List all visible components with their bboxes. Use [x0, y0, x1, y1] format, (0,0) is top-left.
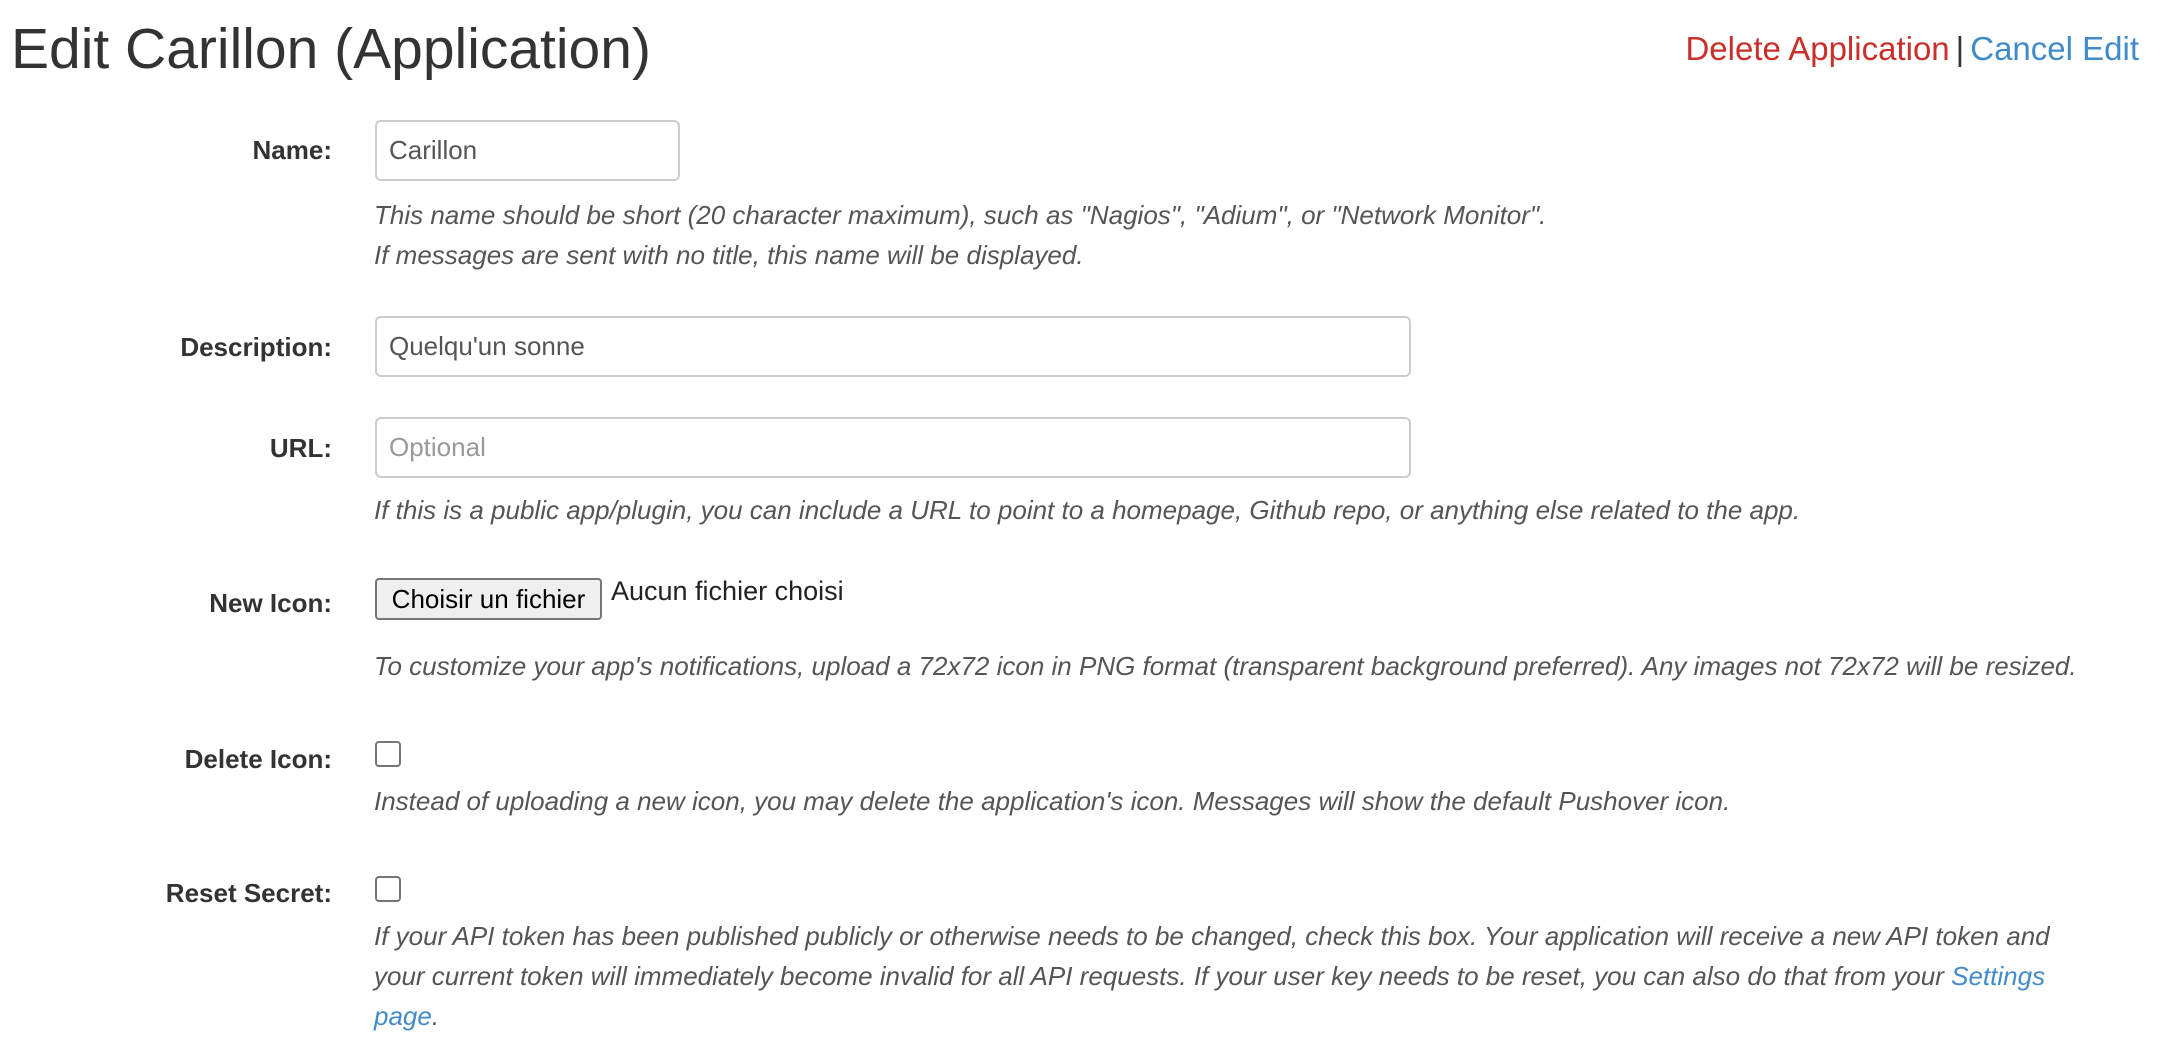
description-input[interactable]: [375, 316, 1411, 377]
name-help-line1: This name should be short (20 character maximum), such as "Nagios", "Adium", or "Network Monitor".: [374, 200, 1547, 230]
url-label: URL:: [269, 433, 332, 463]
name-input[interactable]: [375, 120, 680, 181]
new-icon-label: New Icon:: [209, 588, 332, 618]
settings-page-link[interactable]: Settings page: [374, 961, 2046, 1031]
reset-secret-checkbox[interactable]: [375, 876, 401, 902]
delete-icon-checkbox[interactable]: [375, 741, 401, 767]
reset-secret-help-text: If your API token has been published publicly or otherwise needs to be changed, check this box. Your application will receive a new API token and your current token will immediately become invalid for all API requests. If your user key needs to be reset, you can also do that from your: [374, 921, 2050, 991]
url-help: If this is a public app/plugin, you can include a URL to point to a homepage, Github repo, or anything else related to the app.: [374, 495, 1801, 525]
file-status: Aucun fichier choisi: [611, 576, 844, 606]
delete-icon-label: Delete Icon:: [184, 744, 332, 774]
delete-application-link[interactable]: Delete Application: [1685, 30, 1950, 67]
delete-icon-help: Instead of uploading a new icon, you may delete the application's icon. Messages will show the default Pushover icon.: [374, 786, 1731, 816]
new-icon-help: To customize your app's notifications, upload a 72x72 icon in PNG format (transparent background preferred). Any images not 72x72 will be resized.: [374, 651, 2077, 681]
header-actions: [1685, 26, 2139, 72]
url-input[interactable]: [375, 417, 1411, 478]
name-label: Name:: [252, 135, 332, 165]
separator: |: [1955, 30, 1965, 67]
name-help-line2: If messages are sent with no title, this name will be displayed.: [374, 240, 1084, 270]
reset-secret-label: Reset Secret:: [165, 878, 332, 908]
cancel-edit-link[interactable]: Cancel Edit: [1970, 30, 2139, 67]
reset-secret-help: [374, 916, 2094, 1036]
page-title: Edit Carillon (Application): [11, 17, 651, 81]
choose-file-button[interactable]: Choisir un fichier: [375, 578, 602, 620]
description-label: Description:: [180, 332, 332, 362]
reset-secret-help-end: .: [431, 1001, 440, 1031]
